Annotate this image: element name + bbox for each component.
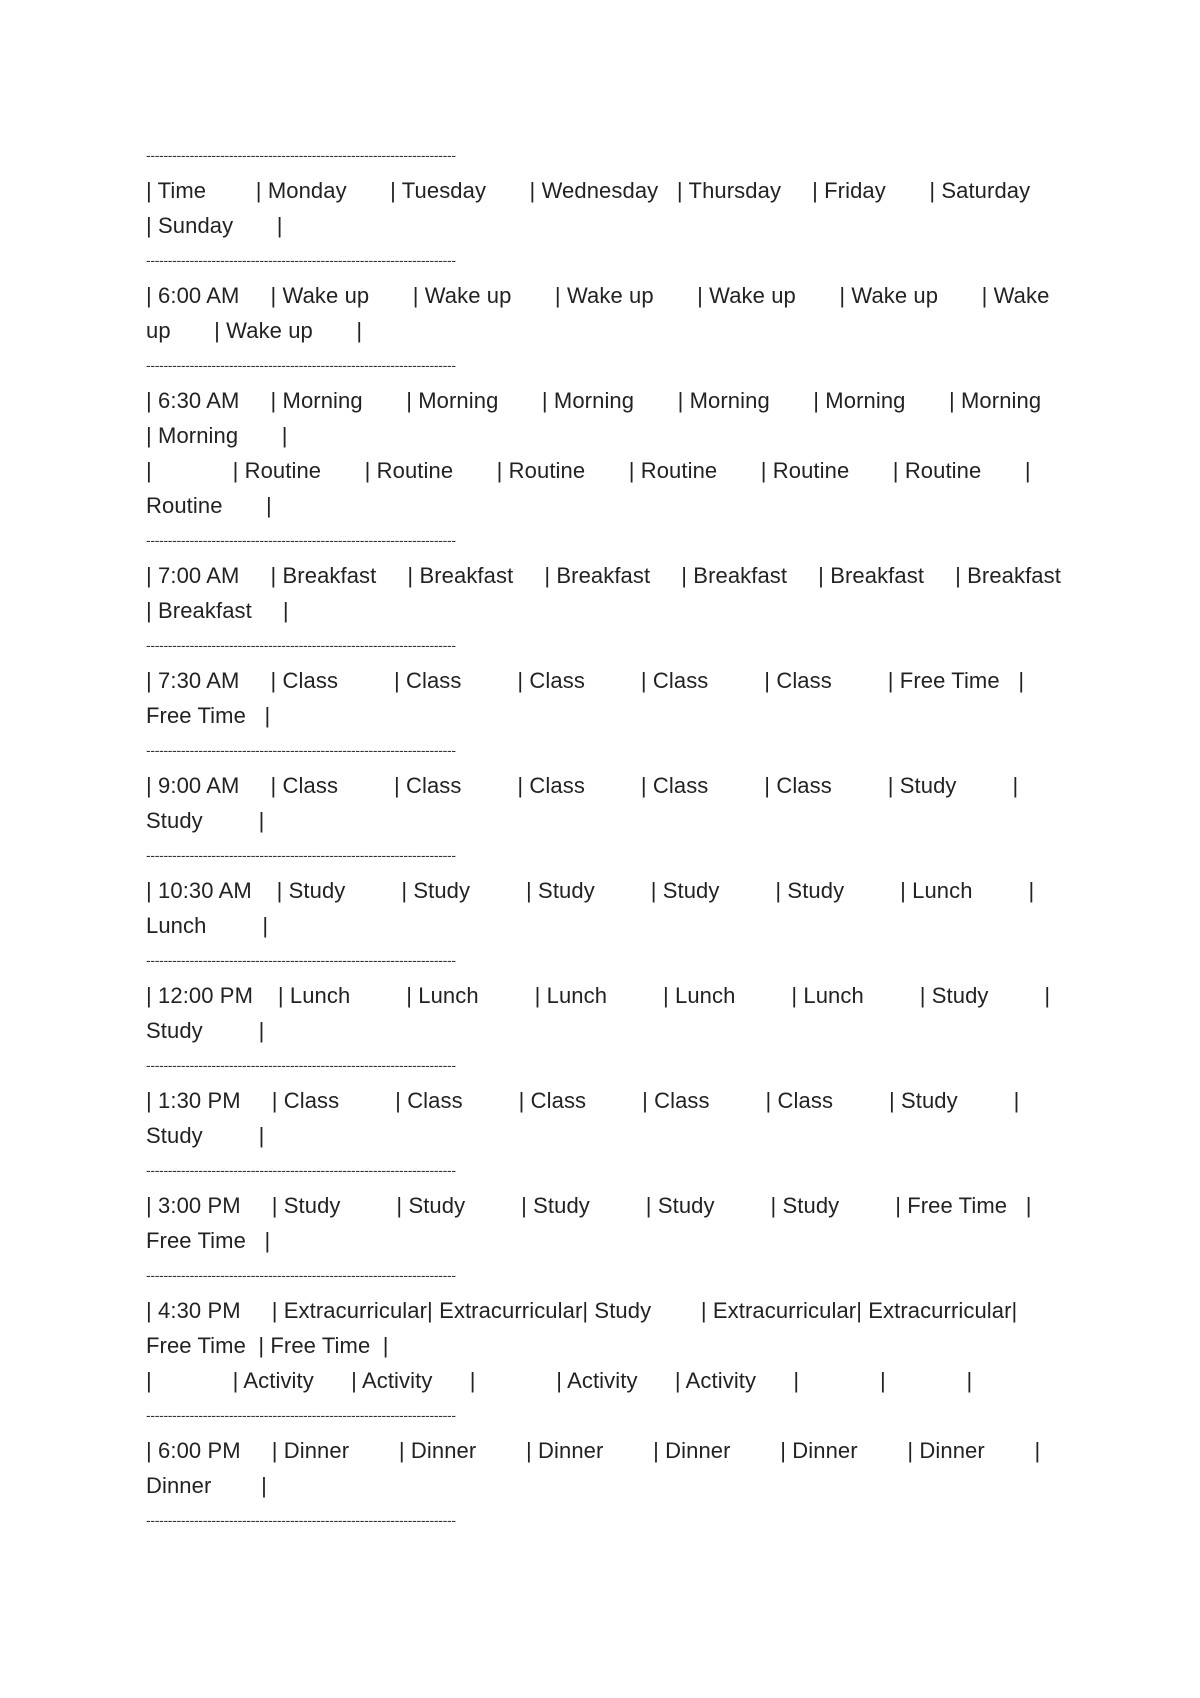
table-row: | 6:00 AM | Wake up | Wake up | Wake up | Wake up | Wake up | Wake up | Wake up | bbox=[146, 283, 1056, 343]
table-separator: ----------------------------------------------------------------------- bbox=[146, 952, 456, 968]
table-separator: ----------------------------------------------------------------------- bbox=[146, 1057, 456, 1073]
table-row: | 1:30 PM | Class | Class | Class | Class | Class | Study | Study | bbox=[146, 1088, 1026, 1148]
table-separator: ----------------------------------------------------------------------- bbox=[146, 1512, 456, 1528]
table-separator: ----------------------------------------------------------------------- bbox=[146, 742, 456, 758]
table-row: | 4:30 PM | Extracurricular| Extracurricular| Study | Extracurricular| Extracurricular| Free Time | Free Time | bbox=[146, 1298, 1024, 1358]
table-row: | 3:00 PM | Study | Study | Study | Study | Study | Free Time | Free Time | bbox=[146, 1193, 1038, 1253]
table-row: | 10:30 AM | Study | Study | Study | Study | Study | Lunch | Lunch | bbox=[146, 878, 1041, 938]
table-separator: ----------------------------------------------------------------------- bbox=[146, 1162, 456, 1178]
table-separator: ----------------------------------------------------------------------- bbox=[146, 1267, 456, 1283]
schedule-document bbox=[146, 138, 1093, 1538]
table-separator: ----------------------------------------------------------------------- bbox=[146, 637, 456, 653]
table-row-continuation: | | Activity | Activity | | Activity | Activity | | | bbox=[146, 1368, 973, 1393]
table-separator: ----------------------------------------------------------------------- bbox=[146, 147, 456, 163]
table-row: | 9:00 AM | Class | Class | Class | Class | Class | Study | Study | bbox=[146, 773, 1025, 833]
table-separator: ----------------------------------------------------------------------- bbox=[146, 532, 456, 548]
table-row: | 7:30 AM | Class | Class | Class | Class | Class | Free Time | Free Time | bbox=[146, 668, 1031, 728]
table-header-row: | Time | Monday | Tuesday | Wednesday | Thursday | Friday | Saturday | Sunday | bbox=[146, 178, 1062, 238]
table-row: | 7:00 AM | Breakfast | Breakfast | Breakfast | Breakfast | Breakfast | Breakfast | Breakfast | bbox=[146, 563, 1093, 623]
table-row-continuation: | | Routine | Routine | Routine | Routine | Routine | Routine | Routine | bbox=[146, 458, 1037, 518]
table-row: | 6:00 PM | Dinner | Dinner | Dinner | Dinner | Dinner | Dinner | Dinner | bbox=[146, 1438, 1047, 1498]
table-row: | 6:30 AM | Morning | Morning | Morning | Morning | Morning | Morning | Morning | bbox=[146, 388, 1085, 448]
table-separator: ----------------------------------------------------------------------- bbox=[146, 847, 456, 863]
table-row: | 12:00 PM | Lunch | Lunch | Lunch | Lunch | Lunch | Study | Study | bbox=[146, 983, 1057, 1043]
table-separator: ----------------------------------------------------------------------- bbox=[146, 252, 456, 268]
table-separator: ----------------------------------------------------------------------- bbox=[146, 1407, 456, 1423]
table-separator: ----------------------------------------------------------------------- bbox=[146, 357, 456, 373]
